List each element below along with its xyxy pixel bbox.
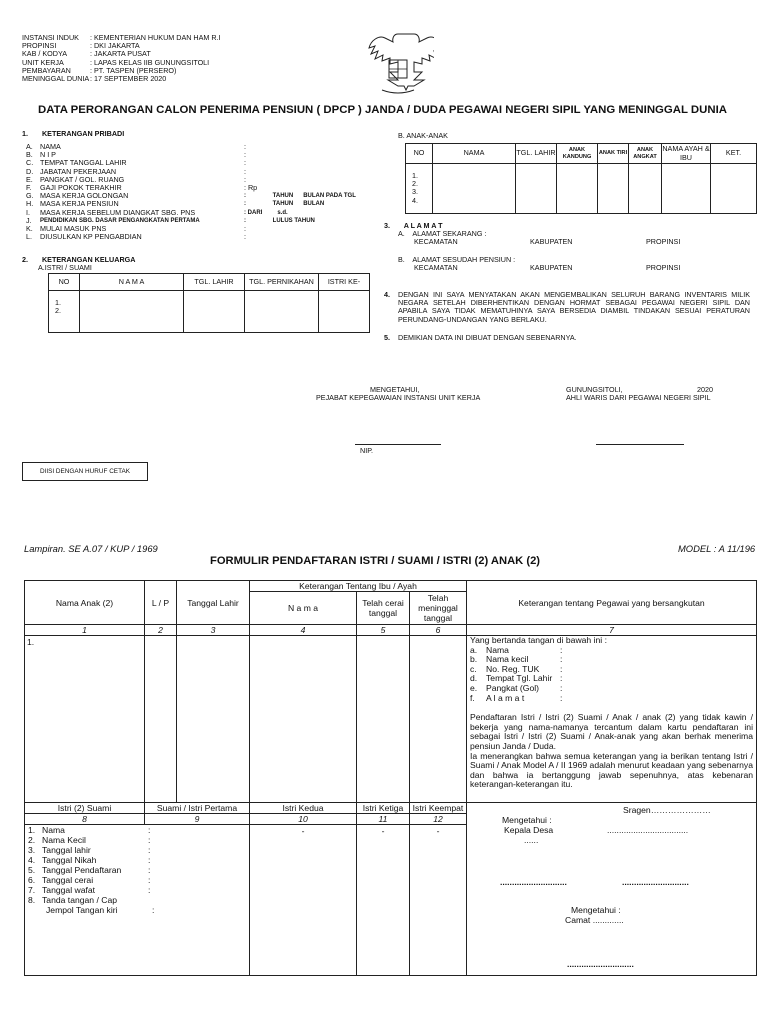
detail-number: 4.: [28, 855, 36, 865]
spouse-cell: [245, 291, 319, 333]
detail-number: 1.: [28, 825, 36, 835]
children-cell: [516, 164, 557, 214]
istri-kedua-cell: [250, 825, 357, 976]
col-num: 4: [250, 625, 357, 636]
pegawai-statement-cell: [467, 636, 757, 803]
children-row-3: 3.: [412, 187, 418, 197]
personal-info-row: [26, 233, 356, 241]
item-value: : TAHUN BULAN: [244, 201, 325, 208]
section-2-heading: 2. KETERANGAN KELUARGA: [22, 255, 136, 264]
col-num: 7: [467, 625, 757, 636]
spouse-col-no: NO: [49, 274, 80, 291]
sign-place: GUNUNGSITOLI,: [566, 385, 623, 394]
detail-label: Nama: [42, 825, 65, 835]
children-col-angkat: ANAK ANGKAT: [629, 144, 662, 164]
signature-cell: [467, 803, 757, 976]
address-after-label: B. ALAMAT SESUDAH PENSIUN :: [398, 255, 516, 264]
children-col-ayah-ibu: NAMA AYAH & IBU: [662, 144, 710, 162]
children-col-ket: KET.: [711, 144, 757, 164]
header-info-value: : KEMENTERIAN HUKUM DAN HAM R.I: [90, 33, 221, 42]
item-value: : DARI s.d.: [244, 209, 288, 216]
form2-title: FORMULIR PENDAFTARAN ISTRI / SUAMI / ISTRI (2) ANAK (2): [210, 555, 541, 567]
item-value: : LULUS TAHUN: [244, 217, 315, 224]
colon: :: [152, 905, 155, 915]
spouse-detail-item: [28, 845, 246, 855]
children-row-4: 4.: [412, 195, 418, 205]
col-lp: L / P: [145, 581, 177, 625]
children-cell: [433, 164, 516, 214]
spouse-col-nama: N A M A: [80, 274, 184, 291]
spouse-detail-item: [28, 855, 246, 865]
colon: :: [148, 835, 151, 845]
header-info-label: INSTANSI INDUK: [22, 33, 79, 42]
child-row-cell: [250, 636, 357, 803]
item-value: :: [244, 142, 246, 151]
detail-number: 5.: [28, 865, 36, 875]
item-label: PENDIDIKAN SBG. DASAR PENGANGKATAN PERTAMA: [40, 217, 200, 224]
address-after-prop: PROPINSI: [646, 263, 681, 272]
child-row-number: 1.: [27, 637, 35, 647]
col-telah-cerai: Telah cerai tanggal: [357, 592, 410, 625]
colon: :: [148, 885, 151, 895]
sign-pejabat: PEJABAT KEPEGAWAIAN INSTANSI UNIT KERJA: [316, 393, 481, 402]
item-letter: H.: [26, 199, 34, 209]
section-1-heading: 1. KETERANGAN PRIBADI: [22, 129, 125, 138]
spouse-col-tgl-lahir: TGL. LAHIR: [184, 274, 245, 291]
child-row-cell: [357, 636, 410, 803]
item-letter: L.: [26, 232, 32, 242]
dots-field: ............................: [622, 877, 689, 887]
column-numbers-row: [25, 625, 757, 636]
col-num: 3: [177, 625, 250, 636]
detail-number: 8.: [28, 895, 36, 905]
item-value: :: [244, 174, 246, 184]
sign-mengetahui: MENGETAHUI,: [370, 385, 420, 394]
detail-label: Jempol Tangan kiri: [46, 905, 118, 915]
item-value: : TAHUN BULAN PADA TGL: [244, 193, 356, 200]
item-label: MULAI MASUK PNS: [40, 223, 107, 233]
col-istri-kedua: Istri Kedua: [250, 803, 357, 814]
istri-keempat-cell: [410, 825, 467, 976]
col-istri-ketiga: Istri Ketiga: [357, 803, 410, 814]
pegawai-item-label: Pangkat (Gol): [486, 682, 540, 693]
col-ket-pegawai: Keterangan tentang Pegawai yang bersangkutan: [467, 581, 757, 625]
section-4-number: 4.: [384, 290, 390, 299]
item-letter: A.: [26, 142, 33, 151]
col-num: 9: [145, 814, 250, 825]
dots-field: ......: [524, 835, 539, 845]
col-num: 6: [410, 625, 467, 636]
istri-ketiga-cell: [357, 825, 410, 976]
item-value: :: [244, 232, 246, 242]
detail-number: [28, 905, 42, 915]
page-title: DATA PERORANGAN CALON PENERIMA PENSIUN ( DPCP ) JANDA / DUDA PEGAWAI NEGERI SIPIL YANG MENINGGAL DUNIA: [38, 104, 727, 116]
children-row-2: 2.: [412, 179, 418, 189]
item-value: : Rp: [244, 182, 258, 192]
children-cell: [629, 164, 662, 214]
pegawai-item-letter: b.: [470, 654, 478, 665]
section-5-number: 5.: [384, 333, 390, 342]
section-4-statement: DENGAN INI SAYA MENYATAKAN AKAN MENGEMBALIKAN SELURUH BARANG INVENTARIS MILIK NEGARA SETELAH DIBERHENTIKAN DENGAN HORMAT SEBAGAI PEGAWAI NEGERI SIPIL DAN APABILA SAYA TIDAK MEMATUHINYA SAYA BERSEDIA DIAMBIL TINDAKAN SESUAI PERATURAN PERUNDANG-UNDANGAN YANG BERLAKU.: [398, 290, 750, 324]
col-nama: N a m a: [250, 592, 357, 625]
children-row-1: 1.: [412, 171, 418, 180]
item-letter: B.: [26, 150, 33, 160]
camat-label: Camat .............: [565, 915, 624, 925]
dots-field: ............................: [567, 959, 634, 969]
personal-info-list: [26, 143, 356, 241]
detail-label: Tanda tangan / Cap: [42, 895, 118, 905]
pegawai-item-letter: c.: [470, 663, 477, 674]
section-5-statement: DEMIKIAN DATA INI DIBUAT DENGAN SEBENARNYA.: [398, 333, 577, 342]
note-box: DIISI DENGAN HURUF CETAK: [22, 462, 148, 481]
child-row-cell: [25, 636, 145, 803]
spouse-cell: [80, 291, 184, 333]
colon: :: [148, 855, 151, 865]
children-col-kandung: ANAK KANDUNG: [557, 144, 598, 164]
pegawai-text-1: Pendaftaran Istri / Istri (2) Suami / Anak / anak (2) yang tidak kawin / bekerja yang nama-namanya tercantum dalam kartu pendaftaran ini sebagai Istri / Istri (2) Suami / Anak-anak yang akan berhak menerima pensiun Janda / Duda.: [470, 712, 753, 751]
colon: :: [560, 682, 563, 693]
detail-number: 2.: [28, 835, 36, 845]
header-info-label: MENINGGAL DUNIA: [22, 74, 90, 84]
header-info-label: PROPINSI: [22, 41, 57, 51]
spouse-detail-item: [28, 875, 246, 885]
detail-label: Tanggal cerai: [42, 875, 94, 885]
item-label: JABATAN PEKERJAAN: [40, 166, 117, 176]
detail-number: 3.: [28, 845, 36, 855]
colon: :: [560, 654, 563, 665]
pegawai-intro: Yang bertanda tangan di bawah ini :: [470, 635, 607, 645]
header-info-row: [22, 75, 221, 83]
model-label: MODEL : A 11/196: [678, 543, 756, 554]
item-letter: D.: [26, 166, 34, 176]
spouse-detail-item: [28, 835, 246, 845]
colon: :: [148, 845, 151, 855]
col-istri-suami: Istri (2) Suami: [25, 803, 145, 814]
col-suami-istri-pertama: Suami / Istri Pertama: [145, 803, 250, 814]
item-letter: F.: [26, 182, 32, 192]
children-col-nama: NAMA: [433, 144, 516, 164]
detail-number: 7.: [28, 885, 36, 895]
spouse-detail-item: [28, 895, 246, 905]
detail-label: Nama Kecil: [42, 835, 86, 845]
item-letter: G.: [26, 191, 34, 201]
header-info-value: : PT. TASPEN (PERSERO): [90, 65, 177, 75]
sragen-date: Sragen…………………: [623, 805, 711, 815]
col-ket-ibu-ayah: Keterangan Tentang Ibu / Ayah: [250, 581, 467, 592]
spouse-col-istri-ke: ISTRI KE-: [319, 274, 370, 291]
pegawai-item-label: Nama kecil: [486, 654, 529, 665]
children-cell: [711, 164, 757, 214]
spouse-detail-item: [28, 885, 246, 895]
colon: :: [560, 673, 563, 684]
dash: -: [301, 826, 305, 836]
col-num: 8: [25, 814, 145, 825]
address-after-kab: KABUPATEN: [530, 263, 573, 272]
sign-nip: NIP.: [360, 446, 374, 455]
header-info-value: : DKI JAKARTA: [90, 41, 140, 51]
col-num: 11: [357, 814, 410, 825]
child-row-cell: [177, 636, 250, 803]
pegawai-item: [470, 694, 753, 704]
children-cell: [557, 164, 598, 214]
colon: :: [560, 663, 563, 674]
registration-form-table: [24, 580, 757, 976]
col-num: 2: [145, 625, 177, 636]
item-value: :: [244, 150, 246, 160]
address-now-kab: KABUPATEN: [530, 237, 573, 246]
child-row-cell: [145, 636, 177, 803]
mengetahui-label: Mengetahui :: [502, 815, 552, 825]
signature-line-left: [355, 444, 441, 445]
children-subheading: B. ANAK-ANAK: [398, 131, 448, 140]
child-row-cell: [410, 636, 467, 803]
spouse-cell: [184, 291, 245, 333]
header-info-value: : JAKARTA PUSAT: [90, 49, 151, 59]
spouse-cell: [319, 291, 370, 333]
spouse-detail-item: [28, 865, 246, 875]
pegawai-item-label: Nama: [486, 644, 509, 655]
children-row-numbers: [406, 164, 433, 214]
spouse-table: [48, 273, 370, 333]
col-telah-meninggal: Telah meninggal tanggal: [410, 592, 467, 625]
header-info-value: : 17 SEPTEMBER 2020: [90, 74, 167, 84]
dots-field: ............................: [500, 877, 567, 887]
address-now-kec: KECAMATAN: [414, 237, 458, 246]
item-value: :: [244, 158, 246, 168]
detail-label: Tanggal lahir: [42, 845, 91, 855]
col-num: 10: [250, 814, 357, 825]
spouse-details-list: [25, 825, 250, 976]
section-3-heading: 3. A L A M A T: [384, 221, 443, 230]
item-letter: E.: [26, 174, 33, 184]
children-cell: [662, 164, 711, 214]
item-label: GAJI POKOK TERAKHIR: [40, 182, 122, 192]
personal-info-row: [26, 143, 356, 151]
item-label: MASA KERJA GOLONGAN: [40, 191, 129, 201]
pegawai-item-label: Tempat Tgl. Lahir: [486, 673, 553, 684]
children-col-no: NO: [406, 144, 433, 164]
detail-label: Tanggal wafat: [42, 885, 96, 895]
lampiran-label: Lampiran. SE A.07 / KUP / 1969: [24, 543, 158, 554]
spouse-row-2: 2.: [55, 306, 61, 316]
spouse-detail-item: [28, 825, 246, 835]
dash: -: [381, 826, 385, 836]
children-col-tgl: TGL. LAHIR: [516, 144, 557, 164]
detail-number: 6.: [28, 875, 36, 885]
item-letter: C.: [26, 158, 34, 168]
children-cell: [598, 164, 629, 214]
children-table: [405, 143, 757, 214]
spouse-row-numbers: [49, 291, 80, 333]
col-tanggal-lahir: Tanggal Lahir: [177, 581, 250, 625]
col-num: 1: [25, 625, 145, 636]
colon: :: [148, 825, 151, 835]
spouse-detail-item: [28, 905, 246, 915]
item-label: PANGKAT / GOL. RUANG: [40, 174, 125, 184]
address-now-label: A. ALAMAT SEKARANG :: [398, 229, 487, 238]
pegawai-item-letter: e.: [470, 682, 478, 693]
header-info-label: KAB / KODYA: [22, 49, 68, 59]
dash: -: [436, 826, 440, 836]
pegawai-item-label: No. Reg. TUK: [486, 663, 540, 674]
col-num: 5: [357, 625, 410, 636]
detail-label: Tanggal Pendaftaran: [42, 865, 122, 875]
colon: :: [560, 644, 563, 655]
garuda-emblem-icon: [362, 28, 434, 105]
item-label: MASA KERJA PENSIUN: [40, 199, 119, 209]
colon: :: [560, 692, 563, 703]
item-letter: I.: [26, 207, 30, 217]
header-info-label: UNIT KERJA: [22, 57, 64, 67]
address-now-prop: PROPINSI: [646, 237, 681, 246]
item-label: DIUSULKAN KP PENGABDIAN: [40, 232, 142, 242]
item-label: NAMA: [40, 142, 61, 151]
col-istri-keempat: Istri Keempat: [410, 803, 467, 814]
dots-field: ..................................: [607, 825, 689, 835]
pegawai-item-letter: f.: [470, 692, 475, 703]
address-after-kec: KECAMATAN: [414, 263, 458, 272]
header-info-value: : LAPAS KELAS IIB GUNUNGSITOLI: [90, 57, 210, 67]
pegawai-item-label: A l a m a t: [486, 692, 525, 703]
personal-info-row: [26, 209, 356, 217]
header-info-label: PEMBAYARAN: [22, 65, 71, 75]
spouse-row-1: 1.: [55, 298, 61, 307]
pegawai-text-2: Ia menerangkan bahwa semua keterangan yang ia berikan tentang Istri / Suami / Anak Model A / II 1969 adalah menurut keadaan yang sebenarnya dan bahwa ia bertanggung jawab sepenuhnya, atas kebenaran keterangan-keterangan itu.: [470, 750, 753, 790]
colon: :: [148, 865, 151, 875]
col-num: 12: [410, 814, 467, 825]
spouse-col-tgl-nikah: TGL. PERNIKAHAN: [245, 274, 319, 291]
header-info: [22, 34, 221, 83]
mengetahui-camat-label: Mengetahui :: [571, 905, 621, 915]
signature-line-right: [596, 444, 684, 445]
colon: :: [148, 875, 151, 885]
pegawai-item-letter: d.: [470, 673, 478, 684]
item-letter: J.: [26, 215, 32, 225]
item-label: MASA KERJA SEBELUM DIANGKAT SBG. PNS: [40, 207, 196, 217]
sign-ahli-waris: AHLI WARIS DARI PEGAWAI NEGERI SIPIL: [566, 393, 711, 402]
detail-label: Tanggal Nikah: [42, 855, 97, 865]
col-nama-anak: Nama Anak (2): [25, 581, 145, 625]
item-value: :: [244, 223, 246, 233]
pegawai-item-letter: a.: [470, 644, 478, 655]
item-label: N I P: [40, 150, 56, 160]
item-label: TEMPAT TANGGAL LAHIR: [40, 158, 127, 168]
sign-year: 2020: [697, 385, 713, 394]
spouse-subheading: A.ISTRI / SUAMI: [38, 263, 92, 272]
item-letter: K.: [26, 223, 33, 233]
item-value: :: [244, 166, 246, 176]
children-col-tiri: ANAK TIRI: [598, 144, 629, 164]
kepala-desa-label: Kepala Desa: [504, 825, 554, 835]
